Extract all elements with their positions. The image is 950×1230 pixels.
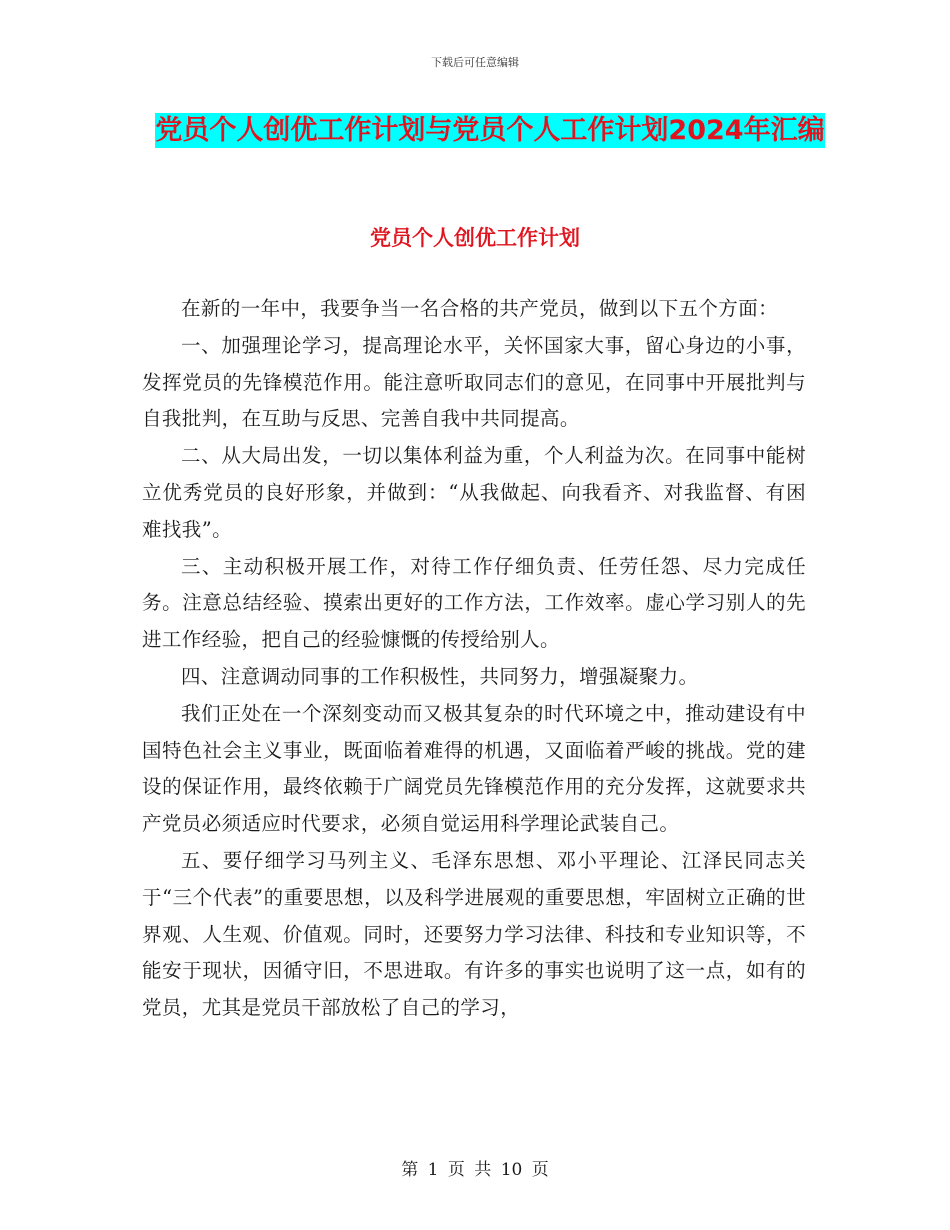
document-title [140, 108, 840, 154]
paragraph: 二、从大局出发，一切以集体利益为重，个人利益为次。在同事中能树立优秀党员的良好形象，并做到：“从我做起、向我看齐、对我监督、有困难找我”。 [142, 444, 806, 541]
paragraph: 我们正处在一个深刻变动而又极其复杂的时代环境之中，推动建设有中国特色社会主义事业，既面临着难得的机遇，又面临着严峻的挑战。党的建设的保证作用，最终依赖于广阔党员先锋模范作用的充分发挥，这就要求共产党员必须适应时代要求，必须自觉运用科学理论武装自己。 [142, 701, 806, 836]
paragraph: 三、主动积极开展工作，对待工作仔细负责、任劳任怨、尽力完成任务。注意总结经验、摸索出更好的工作方法，工作效率。虚心学习别人的先进工作经验，把自己的经验慷慨的传授给别人。 [142, 554, 806, 652]
section-title: 党员个人创优工作计划 [370, 226, 580, 250]
document-body [142, 291, 806, 1027]
paragraph: 四、注意调动同事的工作积极性，共同努力，增强凝聚力。 [181, 664, 699, 688]
paragraph: 在新的一年中，我要争当一名合格的共产党员，做到以下五个方面： [181, 297, 779, 320]
document-title-text: 党员个人创优工作计划与党员个人工作计划2024年汇编 [155, 115, 825, 146]
paragraph: 一、加强理论学习，提高理论水平，关怀国家大事，留心身边的小事，发挥党员的先锋模范作用。能注意听取同志们的意见，在同事中开展批判与自我批判，在互助与反思、完善自我中共同提高。 [142, 333, 806, 431]
page-header-note: 下载后可任意编辑 [431, 56, 519, 69]
page-number-footer: 第 1 页 共 10 页 [401, 1160, 549, 1180]
paragraph: 五、要仔细学习马列主义、毛泽东思想、邓小平理论、江泽民同志关于“三个代表”的重要思想，以及科学进展观的重要思想，牢固树立正确的世界观、人生观、价值观。同时，还要努力学习法律、科技和专业知识等，不能安于现状，因循守旧，不思进取。有许多的事实也说明了这一点，如有的党员，尤其是党员干部放松了自己的学习， [142, 848, 806, 1020]
